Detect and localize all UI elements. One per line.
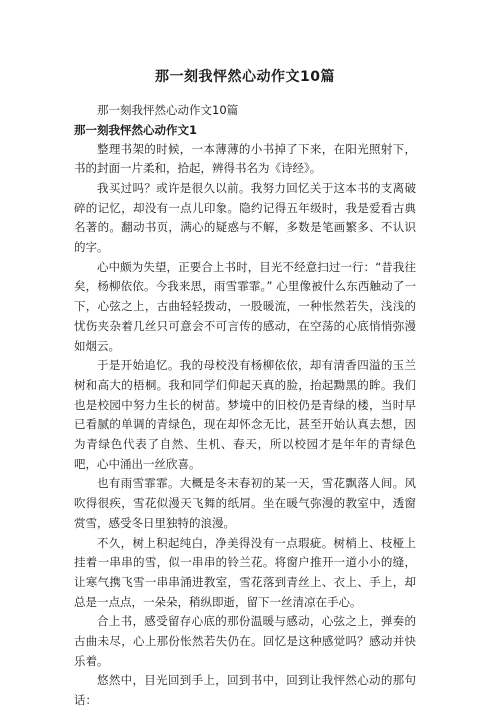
paragraph: 心中颇为失望，正要合上书时，目光不经意扫过一行：“昔我往矣，杨柳依依。今我来思，雨雪霏霏。” 心里像被什么东西触动了一下，心弦之上，古曲轻轻拨动，一股暖流，一种怅然若失，浅浅的忧伤夹杂着几丝只可意会不可言传的感动，在空荡的心底悄悄弥漫如烟云。: [74, 259, 416, 353]
document-subtitle: 那一刻我怦然心动作文10篇: [97, 103, 239, 117]
essay-heading: 那一刻我怦然心动作文1: [74, 122, 198, 137]
paragraph: 悠然中，目光回到手上，回到书中，回到让我怦然心动的那句话：: [74, 673, 416, 708]
paragraph: 我买过吗？或许是很久以前。我努力回忆关于这本书的支离破碎的记忆，却没有一点儿印象。隐约记得五年级时，我是爱看古典名著的。翻动书页，满心的疑惑与不解，多数是笔画繁多、不认识的字。: [74, 180, 416, 255]
paragraph: 合上书，感受留存心底的那份温暖与感动，心弦之上，弹奏的古曲未尽，心上那份怅然若失仍在。回忆是这种感觉吗？感动并快乐着。: [74, 614, 416, 668]
paragraph: 也有雨雪霏霏。大概是冬末春初的某一天，雪花飘落人间。风吹得很疾，雪花似漫天飞舞的纸屑。坐在暖气弥漫的教室中，透窗赏雪，感受冬日里独特的浪漫。: [74, 476, 416, 530]
document-title: 那一刻我怦然心动作文10篇: [155, 69, 335, 85]
paragraph: 于是开始追忆。我的母校没有杨柳依依，却有清香四溢的玉兰树和高大的梧桐。我和同学们仰起天真的脸，抬起黝黑的眸。我们也是校园中努力生长的树苗。梦境中的旧校仍是青绿的楼，当时早已看腻的单调的青绿色，现在却怀念无比，甚至开始认真去想，因为青绿色代表了自然、生机、春天，所以校园才是年年的青绿色吧，心中涌出一丝欣喜。: [74, 358, 416, 471]
paragraph: 不久，树上积起纯白，净美得没有一点瑕疵。树梢上、枝桠上挂着一串串的雪，似一串串的铃兰花。将窗户推开一道小小的缝，让寒气携飞雪一串串涌进教室，雪花落到青丝上、衣上、手上，却总是一点点，一朵朵，稍纵即逝，留下一丝清凉在手心。: [74, 535, 416, 609]
paragraph: 整理书架的时候，一本薄薄的小书掉了下来，在阳光照射下，书的封面一片柔和，拾起，辨得书名为《诗经》。: [74, 141, 416, 176]
